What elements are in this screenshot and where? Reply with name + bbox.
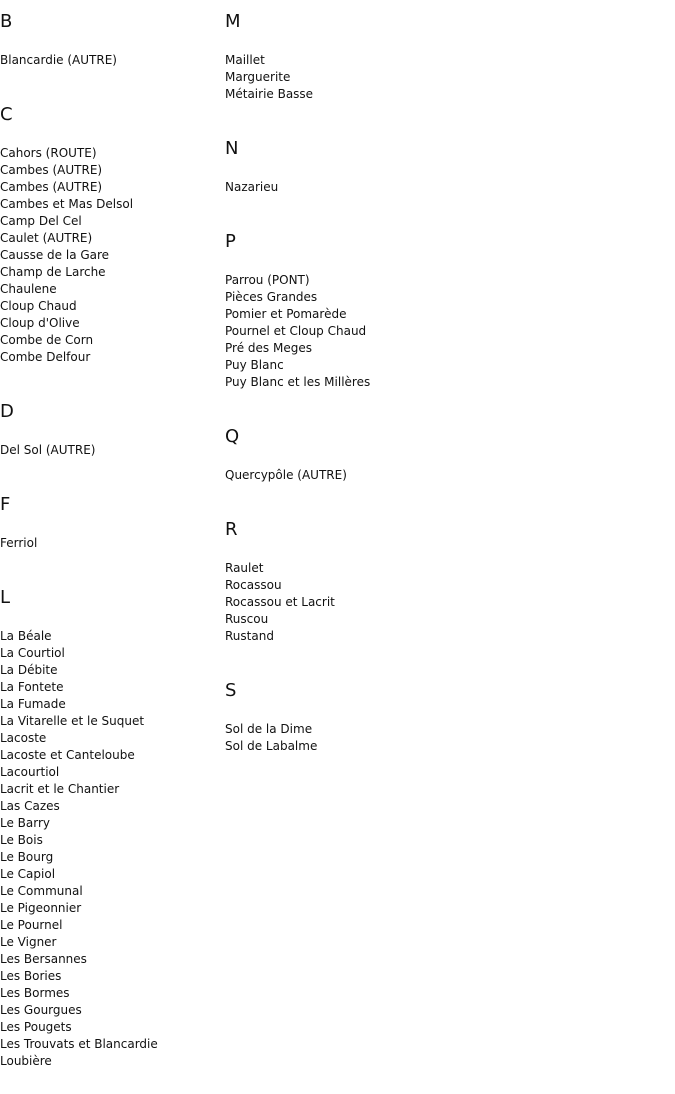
place-list [0, 52, 220, 93]
letter-section-r [225, 508, 665, 669]
place-link-le-barry[interactable]: Le Barry [0, 816, 51, 830]
right-column [225, 0, 665, 779]
place-link-cloup-chaud[interactable]: Cloup Chaud [0, 299, 77, 313]
place-link-pre-des-meges[interactable]: Pré des Meges [225, 341, 312, 355]
letter-section-c [0, 93, 220, 390]
letter-section-l [0, 576, 220, 1094]
place-link-sol-de-labalme[interactable]: Sol de Labalme [225, 739, 318, 753]
letter-heading: L [0, 587, 11, 608]
place-link-caulet-autre[interactable]: Caulet (AUTRE) [0, 231, 93, 245]
place-link-le-capiol[interactable]: Le Capiol [0, 867, 56, 881]
place-link-le-bois[interactable]: Le Bois [0, 833, 43, 847]
place-link-cahors-route[interactable]: Cahors (ROUTE) [0, 146, 97, 160]
place-list [225, 721, 665, 779]
place-link-le-bourg[interactable]: Le Bourg [0, 850, 54, 864]
place-list [225, 52, 665, 127]
place-link-puy-blanc[interactable]: Puy Blanc [225, 358, 284, 372]
letter-section-d [0, 390, 220, 483]
place-link-nazarieu[interactable]: Nazarieu [225, 180, 279, 194]
place-link-les-bormes[interactable]: Les Bormes [0, 986, 70, 1000]
place-link-champ-de-larche[interactable]: Champ de Larche [0, 265, 106, 279]
place-list [225, 272, 665, 415]
letter-section-p [225, 220, 665, 415]
place-link-rocassou[interactable]: Rocassou [225, 578, 282, 592]
place-link-les-trouvats-et-blancardie[interactable]: Les Trouvats et Blancardie [0, 1037, 158, 1051]
place-list [225, 179, 665, 220]
letter-section-b [0, 0, 220, 93]
place-list [0, 442, 220, 483]
place-link-ruscou[interactable]: Ruscou [225, 612, 269, 626]
place-link-lacoste[interactable]: Lacoste [0, 731, 47, 745]
place-link-rustand[interactable]: Rustand [225, 629, 274, 643]
place-link-cambes-autre[interactable]: Cambes (AUTRE) [0, 163, 103, 177]
place-link-la-debite[interactable]: La Débite [0, 663, 58, 677]
place-link-cambes-autre[interactable]: Cambes (AUTRE) [0, 180, 103, 194]
letter-section-q [225, 415, 665, 508]
place-link-ferriol[interactable]: Ferriol [0, 536, 38, 550]
place-link-metairie-basse[interactable]: Métairie Basse [225, 87, 314, 101]
place-link-cambes-et-mas-delsol[interactable]: Cambes et Mas Delsol [0, 197, 134, 211]
letter-heading: D [0, 401, 14, 422]
place-link-les-bersannes[interactable]: Les Bersannes [0, 952, 87, 966]
place-link-la-beale[interactable]: La Béale [0, 629, 52, 643]
place-link-sol-de-la-dime[interactable]: Sol de la Dime [225, 722, 313, 736]
place-link-cloup-d-olive[interactable]: Cloup d'Olive [0, 316, 80, 330]
place-link-la-vitarelle-et-le-suquet[interactable]: La Vitarelle et le Suquet [0, 714, 145, 728]
place-link-pournel-et-cloup-chaud[interactable]: Pournel et Cloup Chaud [225, 324, 367, 338]
place-link-camp-del-cel[interactable]: Camp Del Cel [0, 214, 82, 228]
left-column [0, 0, 220, 1094]
place-list [225, 467, 665, 508]
place-link-maillet[interactable]: Maillet [225, 53, 265, 67]
place-link-raulet[interactable]: Raulet [225, 561, 264, 575]
place-list [0, 145, 220, 390]
letter-heading: F [0, 494, 11, 515]
letter-heading: S [225, 680, 237, 701]
place-link-causse-de-la-gare[interactable]: Causse de la Gare [0, 248, 110, 262]
letter-section-n [225, 127, 665, 220]
place-link-le-pournel[interactable]: Le Pournel [0, 918, 63, 932]
place-link-lacourtiol[interactable]: Lacourtiol [0, 765, 60, 779]
place-link-les-bories[interactable]: Les Bories [0, 969, 62, 983]
place-list [225, 560, 665, 669]
place-link-la-fumade[interactable]: La Fumade [0, 697, 66, 711]
place-link-marguerite[interactable]: Marguerite [225, 70, 291, 84]
letter-heading: P [225, 231, 236, 252]
place-link-la-courtiol[interactable]: La Courtiol [0, 646, 65, 660]
place-link-les-gourgues[interactable]: Les Gourgues [0, 1003, 82, 1017]
place-link-pieces-grandes[interactable]: Pièces Grandes [225, 290, 318, 304]
place-link-le-communal[interactable]: Le Communal [0, 884, 83, 898]
place-link-loubiere[interactable]: Loubière [0, 1054, 52, 1068]
place-link-parrou-pont[interactable]: Parrou (PONT) [225, 273, 310, 287]
letter-heading: N [225, 138, 239, 159]
letter-heading: C [0, 104, 13, 125]
place-link-rocassou-et-lacrit[interactable]: Rocassou et Lacrit [225, 595, 335, 609]
place-link-la-fontete[interactable]: La Fontete [0, 680, 64, 694]
letter-heading: B [0, 11, 13, 32]
place-link-puy-blanc-et-les-milleres[interactable]: Puy Blanc et les Millères [225, 375, 371, 389]
place-link-les-pougets[interactable]: Les Pougets [0, 1020, 72, 1034]
place-link-quercypole-autre[interactable]: Quercypôle (AUTRE) [225, 468, 347, 482]
place-link-combe-delfour[interactable]: Combe Delfour [0, 350, 91, 364]
letter-section-m [225, 0, 665, 127]
letter-heading: R [225, 519, 238, 540]
place-link-pomier-et-pomarede[interactable]: Pomier et Pomarède [225, 307, 347, 321]
place-link-combe-de-corn[interactable]: Combe de Corn [0, 333, 94, 347]
letter-section-s [225, 669, 665, 779]
place-link-blancardie-autre[interactable]: Blancardie (AUTRE) [0, 53, 117, 67]
letter-section-f [0, 483, 220, 576]
letter-heading: Q [225, 426, 240, 447]
place-link-lacrit-et-le-chantier[interactable]: Lacrit et le Chantier [0, 782, 120, 796]
place-link-las-cazes[interactable]: Las Cazes [0, 799, 60, 813]
place-link-le-pigeonnier[interactable]: Le Pigeonnier [0, 901, 82, 915]
place-list [0, 628, 220, 1094]
letter-heading: M [225, 11, 241, 32]
place-link-le-vigner[interactable]: Le Vigner [0, 935, 57, 949]
place-list [0, 535, 220, 576]
place-link-lacoste-et-canteloube[interactable]: Lacoste et Canteloube [0, 748, 135, 762]
place-link-chaulene[interactable]: Chaulene [0, 282, 57, 296]
place-link-del-sol-autre[interactable]: Del Sol (AUTRE) [0, 443, 96, 457]
